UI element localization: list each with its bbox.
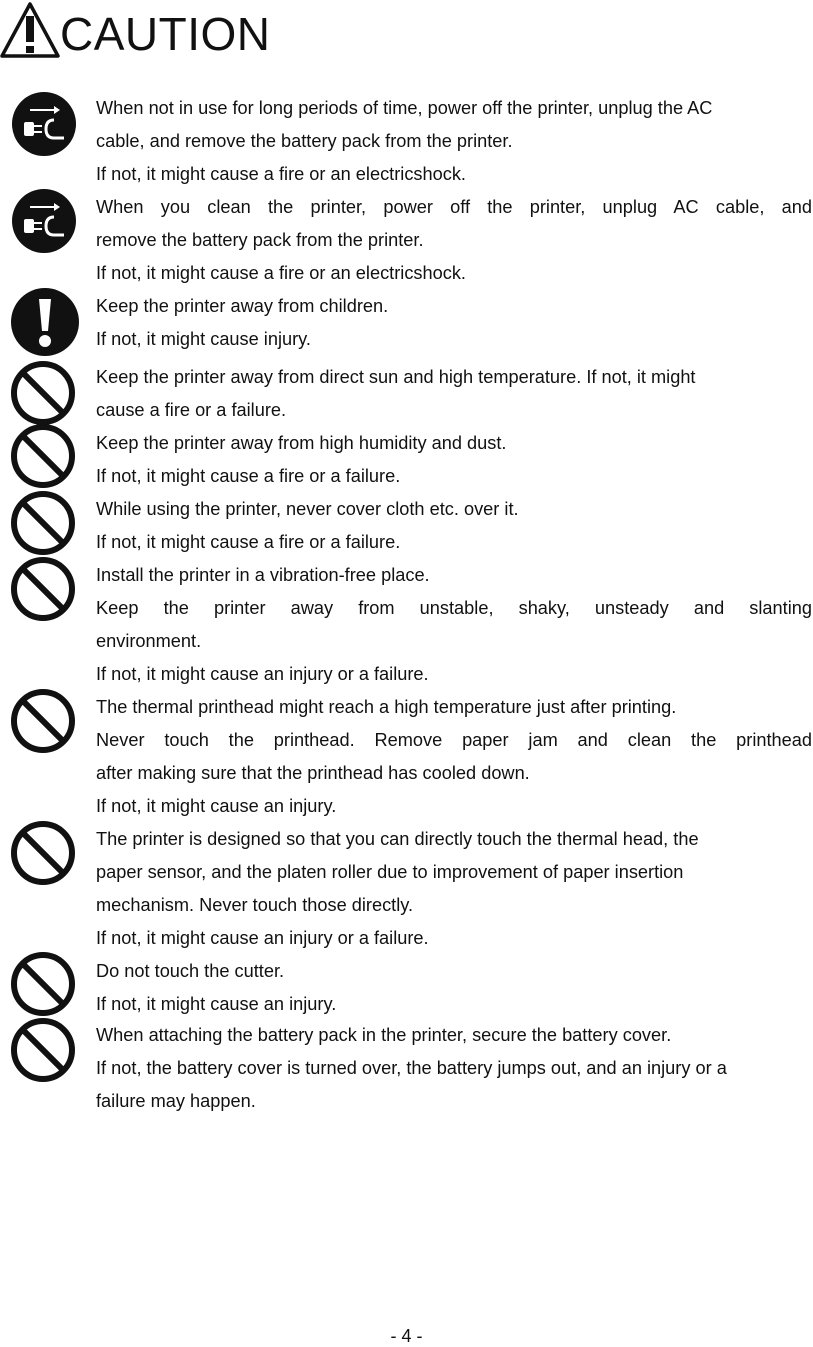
caution-text-line: Keep the printer away from children. xyxy=(96,296,389,316)
caution-text-line: Never touch the printhead. Remove paper jam and clean the printhead xyxy=(96,730,812,750)
caution-text-line: Keep the printer away from unstable, shaky, unsteady and slanting xyxy=(96,598,812,618)
caution-text-line: cause a fire or a failure. xyxy=(96,400,287,420)
prohibition-icon xyxy=(10,360,76,426)
caution-text-line: mechanism. Never touch those directly. xyxy=(96,895,414,915)
caution-header xyxy=(0,0,400,64)
caution-text-line: If not, it might cause a fire or an electricshock. xyxy=(96,164,466,184)
prohibition-icon xyxy=(10,688,76,754)
caution-text-line: If not, it might cause a fire or an electricshock. xyxy=(96,263,466,283)
caution-text-line: When attaching the battery pack in the printer, secure the battery cover. xyxy=(96,1025,672,1045)
warning-triangle-icon xyxy=(0,2,60,60)
page-title: CAUTION xyxy=(60,8,271,60)
caution-text-line: The thermal printhead might reach a high temperature just after printing. xyxy=(96,697,677,717)
exclamation-icon xyxy=(10,287,80,357)
prohibition-icon xyxy=(10,951,76,1017)
caution-text-line: environment. xyxy=(96,631,202,651)
prohibition-icon xyxy=(10,556,76,622)
caution-text-line: If not, it might cause a fire or a failure. xyxy=(96,466,401,486)
page-number: - 4 - xyxy=(390,1326,423,1346)
caution-text-line: If not, the battery cover is turned over, the battery jumps out, and an injury or a xyxy=(96,1058,727,1078)
prohibition-icon xyxy=(10,490,76,556)
caution-text-line: If not, it might cause an injury or a failure. xyxy=(96,928,429,948)
caution-text-line: If not, it might cause an injury or a failure. xyxy=(96,664,429,684)
unplug-icon xyxy=(10,187,78,255)
prohibition-icon xyxy=(10,423,76,489)
caution-text-line: When you clean the printer, power off the printer, unplug AC cable, and xyxy=(96,197,812,217)
caution-text-line: If not, it might cause an injury. xyxy=(96,994,337,1014)
prohibition-icon xyxy=(10,820,76,886)
caution-text-line: If not, it might cause an injury. xyxy=(96,796,337,816)
caution-text-line: Keep the printer away from direct sun and high temperature. If not, it might xyxy=(96,367,696,387)
caution-text-line: failure may happen. xyxy=(96,1091,256,1111)
unplug-icon xyxy=(10,90,78,158)
caution-text-line: If not, it might cause injury. xyxy=(96,329,311,349)
caution-text-line: When not in use for long periods of time, power off the printer, unplug the AC xyxy=(96,98,713,118)
caution-text-line: after making sure that the printhead has cooled down. xyxy=(96,763,530,783)
caution-text-line: While using the printer, never cover cloth etc. over it. xyxy=(96,499,519,519)
prohibition-icon xyxy=(10,1017,76,1083)
caution-text-line: paper sensor, and the platen roller due to improvement of paper insertion xyxy=(96,862,684,882)
caution-text-line: The printer is designed so that you can directly touch the thermal head, the xyxy=(96,829,699,849)
caution-text-line: Do not touch the cutter. xyxy=(96,961,285,981)
caution-text-line: cable, and remove the battery pack from the printer. xyxy=(96,131,513,151)
caution-text-line: remove the battery pack from the printer. xyxy=(96,230,424,250)
caution-text-line: Keep the printer away from high humidity and dust. xyxy=(96,433,507,453)
caution-text-line: If not, it might cause a fire or a failure. xyxy=(96,532,401,552)
caution-text-line: Install the printer in a vibration-free place. xyxy=(96,565,430,585)
